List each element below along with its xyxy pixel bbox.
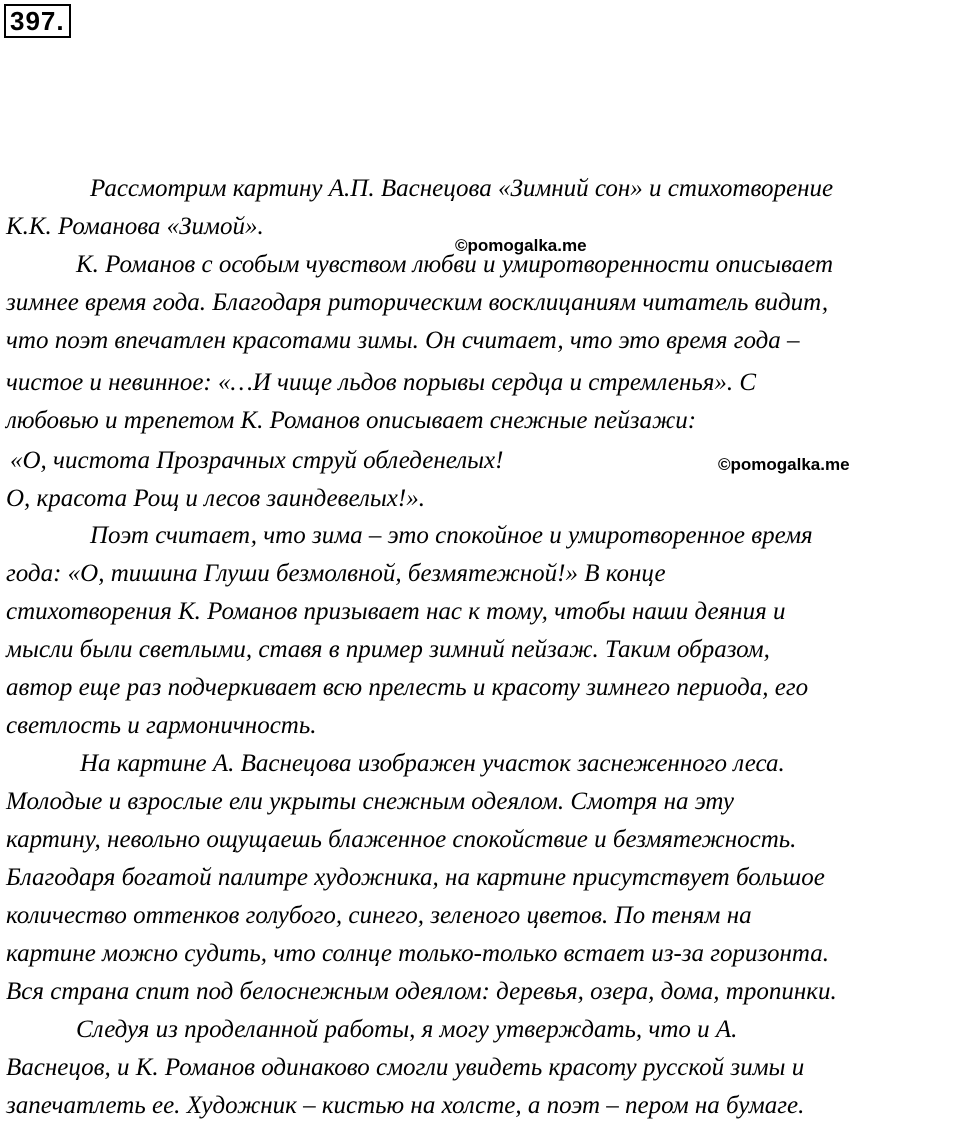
text-line: Следуя из проделанной работы, я могу утверждать, что и А. bbox=[76, 1016, 738, 1043]
watermark: ©pomogalka.me bbox=[718, 455, 850, 474]
text-line: запечатлеть ее. Художник – кистью на холсте, а поэт – пером на бумаге. bbox=[6, 1092, 805, 1119]
text-line: Вся страна спит под белоснежным одеялом: деревья, озера, дома, тропинки. bbox=[6, 978, 837, 1005]
text-line: К. Романов с особым чувством любви и умиротворенности описывает bbox=[76, 251, 834, 278]
text-line: года: «О, тишина Глуши безмолвной, безмятежной!» В конце bbox=[6, 560, 666, 587]
text-line: «О, чистота Прозрачных струй обледенелых! bbox=[10, 447, 504, 474]
text-line: На картине А. Васнецова изображен участок заснеженного леса. bbox=[80, 750, 785, 777]
text-line: О, красота Рощ и лесов заиндевелых!». bbox=[6, 485, 425, 512]
text-line: светлость и гармоничность. bbox=[6, 712, 317, 739]
text-line: чистое и невинное: «…И чище льдов порывы сердца и стремленья». С bbox=[6, 369, 757, 396]
text-line: Благодаря богатой палитре художника, на картине присутствует большое bbox=[6, 864, 825, 891]
text-line: мысли были светлыми, ставя в пример зимний пейзаж. Таким образом, bbox=[6, 636, 770, 663]
text-line: Васнецов, и К. Романов одинаково смогли увидеть красоту русской зимы и bbox=[6, 1054, 805, 1081]
text-line: картину, невольно ощущаешь блаженное спокойствие и безмятежность. bbox=[6, 826, 797, 853]
text-line: количество оттенков голубого, синего, зеленого цветов. По теням на bbox=[6, 902, 752, 929]
text-line: что поэт впечатлен красотами зимы. Он считает, что это время года – bbox=[6, 327, 800, 354]
text-line: стихотворения К. Романов призывает нас к тому, чтобы наши деяния и bbox=[6, 598, 786, 625]
text-line: зимнее время года. Благодаря риторическим восклицаниям читатель видит, bbox=[6, 289, 829, 316]
task-number: 397. bbox=[4, 4, 71, 38]
text-line: Молодые и взрослые ели укрыты снежным одеялом. Смотря на эту bbox=[6, 788, 734, 815]
text-line: Поэт считает, что зима – это спокойное и умиротворенное время bbox=[90, 522, 813, 549]
text-line: К.К. Романова «Зимой». bbox=[6, 213, 264, 240]
text-line: картине можно судить, что солнце только-только встает из-за горизонта. bbox=[6, 940, 829, 967]
text-line: автор еще раз подчеркивает всю прелесть и красоту зимнего периода, его bbox=[6, 674, 809, 701]
text-line: Рассмотрим картину А.П. Васнецова «Зимний сон» и стихотворение bbox=[90, 175, 834, 202]
watermark: ©pomogalka.me bbox=[455, 236, 587, 255]
text-line: любовью и трепетом К. Романов описывает снежные пейзажи: bbox=[6, 407, 697, 434]
